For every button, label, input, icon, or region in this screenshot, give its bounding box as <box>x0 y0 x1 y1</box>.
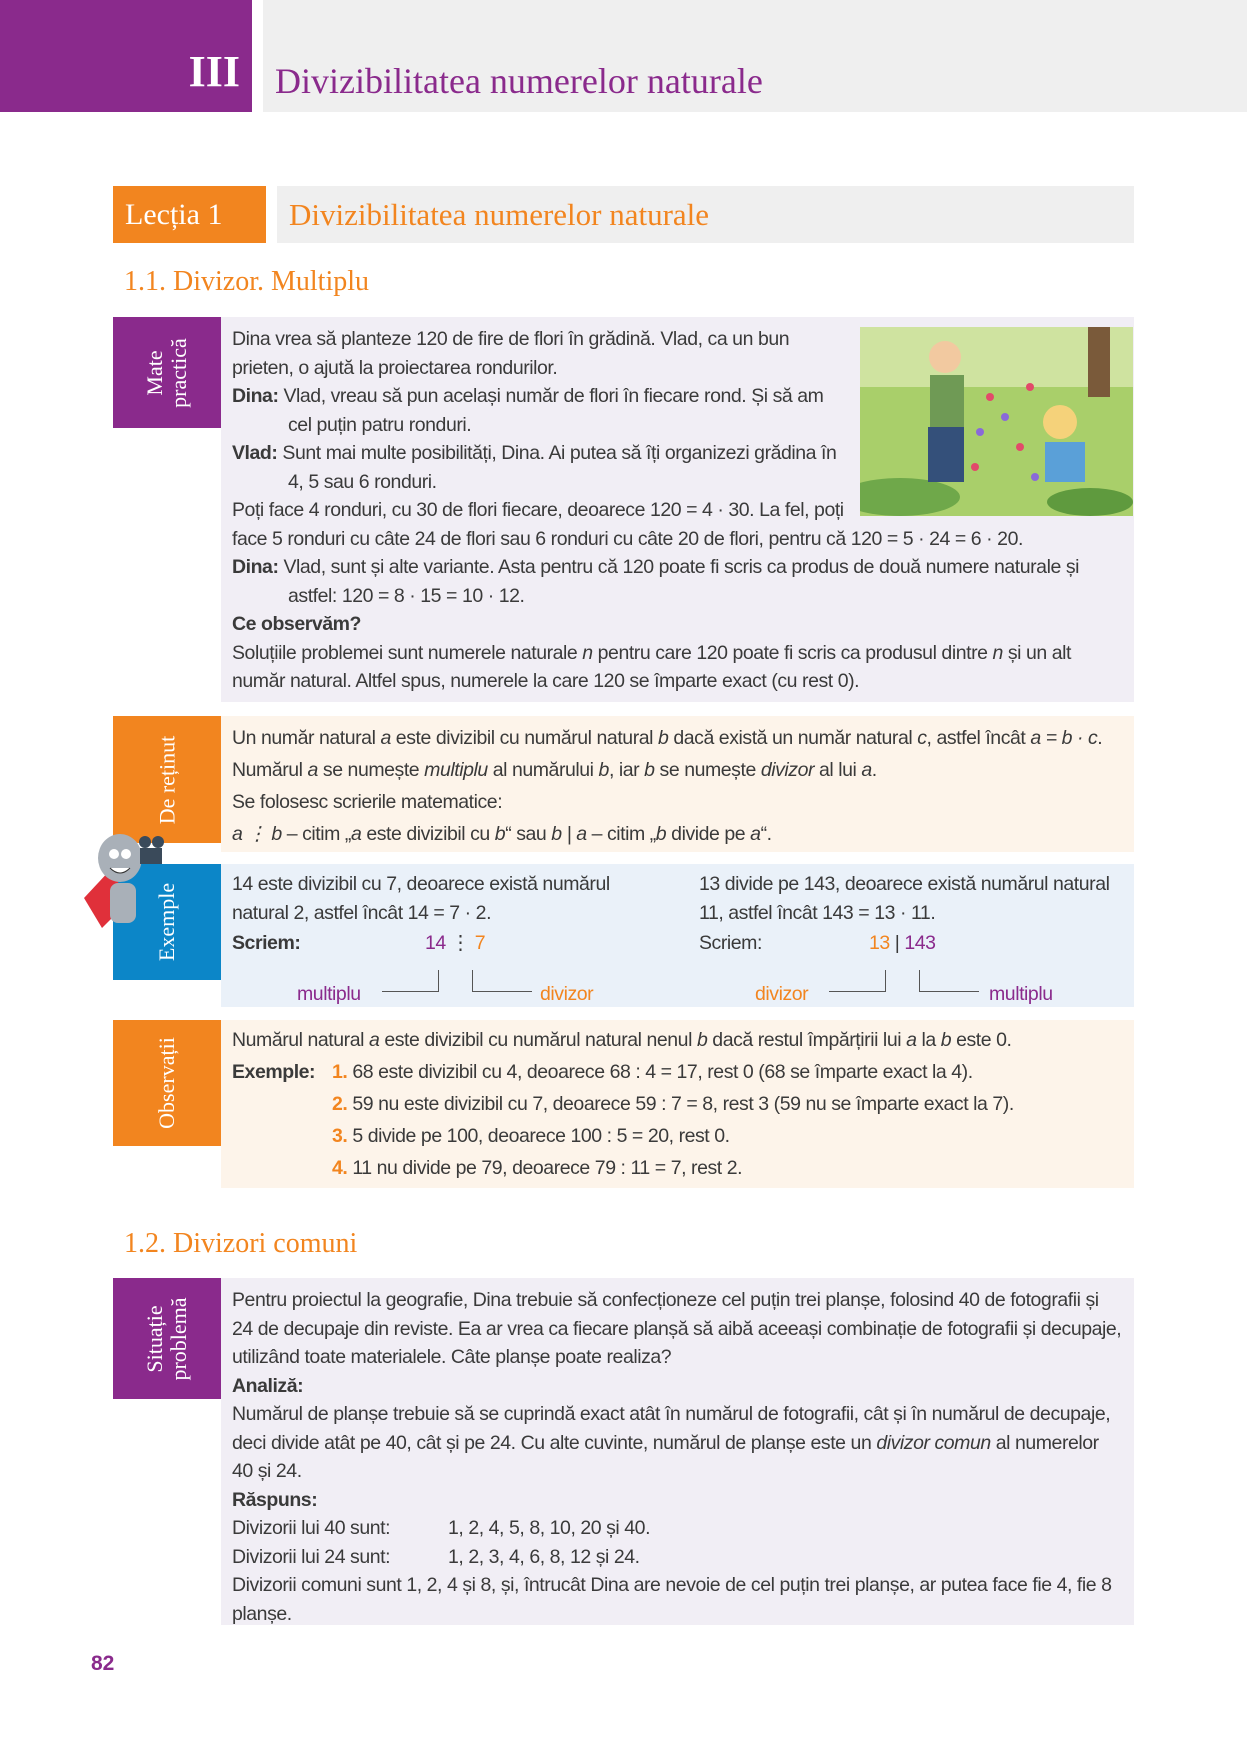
example-item <box>332 1088 1014 1120</box>
text-segment: – citim „ <box>281 823 351 845</box>
number: 7 <box>474 932 486 954</box>
garden-illustration <box>860 327 1133 516</box>
number: 14 <box>425 932 446 954</box>
text-segment: este divizibil cu <box>361 823 495 845</box>
text-segment: Soluțiile problemei sunt numerele naturale <box>232 641 583 664</box>
divizor-label: divizor <box>540 983 594 1005</box>
divisors-40-label: Divizorii lui 40 sunt: <box>232 1517 391 1539</box>
text-segment: Numărul <box>232 759 308 781</box>
text-segment: pentru care 120 poate fi scris ca produsul dintre <box>592 641 993 664</box>
text-segment: Vlad, vreau să pun același număr de flori în fiecare rond. Și să am cel puțin patru ronduri. <box>283 385 824 436</box>
text-segment: Răspuns: <box>232 1488 318 1511</box>
text-segment: este divizibil cu numărul natural <box>390 727 658 749</box>
de-retinut-tag <box>113 716 221 843</box>
de-retinut-label: De reținut <box>154 735 179 824</box>
text-segment: este divizibil cu numărul natural nenul <box>379 1029 697 1051</box>
paragraph <box>232 1486 1122 1515</box>
text-segment: multiplu <box>424 759 488 781</box>
example-left <box>232 870 662 1005</box>
section-1-title: 1.1. Divizor. Multiplu <box>124 266 369 297</box>
symbol: ⋮ <box>445 932 475 954</box>
example-text: 14 este divizibil cu 7, deoarece există numărul natural 2, astfel încât 14 = 7 · 2. <box>232 873 610 924</box>
text-segment: este 0. <box>951 1029 1012 1051</box>
divisors-24: 1, 2, 3, 4, 6, 8, 12 și 24. <box>448 1545 640 1568</box>
scriem-label: Scriem: <box>699 932 762 954</box>
definition <box>232 722 1122 754</box>
multiplu-label: multiplu <box>989 983 1053 1005</box>
text-segment: a <box>750 823 761 845</box>
lesson-tag: Lecția 1 <box>113 186 266 243</box>
text-segment: . <box>871 759 877 781</box>
example-right <box>699 870 1129 1005</box>
text-segment: c <box>917 727 927 749</box>
paragraph <box>232 786 1122 818</box>
text-segment: a <box>307 759 318 781</box>
exemple-box <box>221 864 1134 1007</box>
chapter-number: III <box>0 0 252 112</box>
item-text: 5 divide pe 100, deoarece 100 : 5 = 20, rest 0. <box>352 1125 730 1147</box>
text-segment: Vlad, sunt și alte variante. Asta pentru că 120 poate fi scris ca produs de două numere naturale și astfel: 120 = 8 · 15 = 10 · 12. <box>283 556 1079 607</box>
text-segment: la <box>916 1029 941 1051</box>
paragraph <box>232 553 1122 610</box>
number: 13 <box>869 932 890 954</box>
text-segment: b <box>657 727 669 749</box>
symbol: | <box>889 932 905 954</box>
text-segment: b <box>644 759 655 781</box>
text-segment: . <box>1097 727 1103 749</box>
text-segment: Ce observăm? <box>232 613 361 635</box>
text-segment: , iar <box>608 759 645 781</box>
text-segment: “ sau <box>505 823 552 845</box>
paragraph <box>232 754 1122 786</box>
observatii-tag <box>113 1020 221 1146</box>
text-segment: divizor <box>760 759 815 781</box>
paragraph <box>232 639 1122 696</box>
text-segment: b <box>494 823 506 845</box>
text-segment: b <box>940 1029 952 1051</box>
example-item <box>332 1120 1014 1152</box>
mate-practica-label: Mate practică <box>142 337 191 408</box>
text-segment: Dina: <box>232 556 284 578</box>
item-number: 2. <box>332 1093 348 1115</box>
paragraph <box>232 1571 1122 1628</box>
example-text: 13 divide pe 143, deoarece există numărul natural 11, astfel încât 143 = 13 · 11. <box>699 873 1110 924</box>
text-segment: Numărul de planșe trebuie să se cuprindă exact atât în numărul de fotografii, cât și în numărul de decupaje, deci divide atât pe 40, cât și pe 24. Cu alte cuvinte, numărul de planșe este un <box>232 1403 1111 1454</box>
text-segment: divizor comun <box>876 1431 991 1454</box>
situatie-problema-tag <box>113 1278 221 1399</box>
paragraph <box>232 610 1122 639</box>
example-item <box>332 1152 1014 1184</box>
text-segment: b <box>696 1029 708 1051</box>
chapter-title: Divizibilitatea numerelor naturale <box>275 61 763 101</box>
text-segment: Analiză: <box>232 1374 304 1397</box>
paragraph <box>232 1400 1122 1486</box>
scriem-label: Scriem: <box>232 932 301 954</box>
text-segment: , astfel încât <box>926 727 1031 749</box>
multiplu-label: multiplu <box>297 983 361 1005</box>
text-segment: a <box>380 727 391 749</box>
text-segment: a = b · c <box>1030 727 1098 749</box>
text-segment: Divizorii comuni sunt 1, 2, 4 și 8, și, întrucât Dina are nevoie de cel puțin trei planșe, ar putea face fie 4, fie 8 planșe. <box>232 1574 1112 1625</box>
divisors-40: 1, 2, 4, 5, 8, 10, 20 și 40. <box>448 1517 651 1539</box>
mate-practica-tag <box>113 317 221 428</box>
text-segment: se numește <box>654 759 761 781</box>
item-number: 3. <box>332 1125 348 1147</box>
text-segment: și un alt număr natural. Altfel spus, numerele la care 120 se împarte exact (cu rest 0). <box>232 641 1072 692</box>
text-segment: divide pe <box>666 823 751 845</box>
page-number: 82 <box>91 1652 115 1675</box>
text-segment: dacă restul împărțirii lui <box>707 1029 907 1051</box>
examples-list <box>332 1056 1014 1184</box>
text-segment: Se folosesc scrierile matematice: <box>232 791 503 813</box>
text-segment: a ⋮ b <box>232 823 282 845</box>
text-segment: al numărului <box>487 759 599 781</box>
text-segment: a <box>861 759 872 781</box>
number: 143 <box>904 932 936 954</box>
text-segment: Dina: <box>232 385 284 407</box>
text-segment: – citim „ <box>586 823 656 845</box>
text-segment: b | a <box>551 823 587 845</box>
text-segment: a <box>368 1029 380 1051</box>
text-segment: “. <box>760 823 772 845</box>
de-retinut-box <box>221 716 1134 852</box>
text-segment: Numărul natural <box>232 1029 369 1051</box>
section-2-title: 1.2. Divizori comuni <box>124 1228 358 1259</box>
text-segment: se numește <box>317 759 425 781</box>
text-segment: n <box>582 641 593 664</box>
text-segment: b <box>598 759 609 781</box>
paragraph <box>232 1372 1122 1401</box>
observatii-label: Observații <box>154 1037 179 1129</box>
paragraph <box>232 1024 1122 1056</box>
divisors-24-label: Divizorii lui 24 sunt: <box>232 1545 391 1568</box>
exemple-label: Exemple <box>153 882 179 962</box>
mascot-icon <box>82 828 182 948</box>
item-text: 59 nu este divizibil cu 7, deoarece 59 : 7 = 8, rest 3 (59 nu se împarte exact la 7). <box>352 1093 1014 1115</box>
situatie-problema-box <box>221 1278 1134 1625</box>
text-segment: a <box>350 823 362 845</box>
text-segment: dacă există un număr natural <box>668 727 918 749</box>
observatii-box <box>221 1020 1134 1188</box>
text-segment: Poți face 4 ronduri, cu 30 de flori fiecare, deoarece 120 = 4 · 30. La fel, poți face 5 ronduri cu câte 24 de flori sau 6 ronduri cu câte 20 de flori, pentru că 120 = 5 · 24 = 6 · 20. <box>232 499 1023 550</box>
exemple-label: Exemple: <box>232 1061 316 1083</box>
item-number: 4. <box>332 1157 348 1179</box>
text-segment: Un număr natural <box>232 727 381 749</box>
text-segment: n <box>992 641 1003 664</box>
item-number: 1. <box>332 1061 348 1083</box>
divizor-label: divizor <box>755 983 809 1005</box>
text-segment: a <box>906 1029 917 1051</box>
text-segment: Vlad: <box>232 442 283 464</box>
text-segment: Dina vrea să planteze 120 de fire de flori în grădină. Vlad, ca un bun prieten, o ajută la proiectarea rondurilor. <box>232 328 790 379</box>
item-text: 68 este divizibil cu 4, deoarece 68 : 4 = 17, rest 0 (68 se împarte exact la 4). <box>352 1061 973 1083</box>
text-segment: al lui <box>814 759 862 781</box>
situatie-problema-label: Situație problemă <box>142 1296 191 1381</box>
paragraph <box>232 1286 1122 1372</box>
lesson-title: Divizibilitatea numerelor naturale <box>277 186 1134 243</box>
item-text: 11 nu divide pe 79, deoarece 79 : 11 = 7, rest 2. <box>352 1157 743 1179</box>
example-item <box>332 1056 1014 1088</box>
text-segment: al numerelor 40 și 24. <box>232 1431 1099 1482</box>
text-segment: b <box>655 823 667 845</box>
text-segment: Pentru proiectul la geografie, Dina trebuie să confecționeze cel puțin trei planșe, folosind 40 de fotografii și 24 de decupaje din reviste. Ea ar vrea ca fiecare planșă să aibă aceeași combinație de fotografii și decupaje, utilizând toate materialele. Câte planșe poate realiza? <box>232 1289 1122 1368</box>
mate-practica-box <box>221 317 1134 702</box>
notation <box>232 818 1122 850</box>
text-segment: Sunt mai multe posibilități, Dina. Ai putea să îți organizezi grădina în 4, 5 sau 6 ronduri. <box>282 442 837 493</box>
